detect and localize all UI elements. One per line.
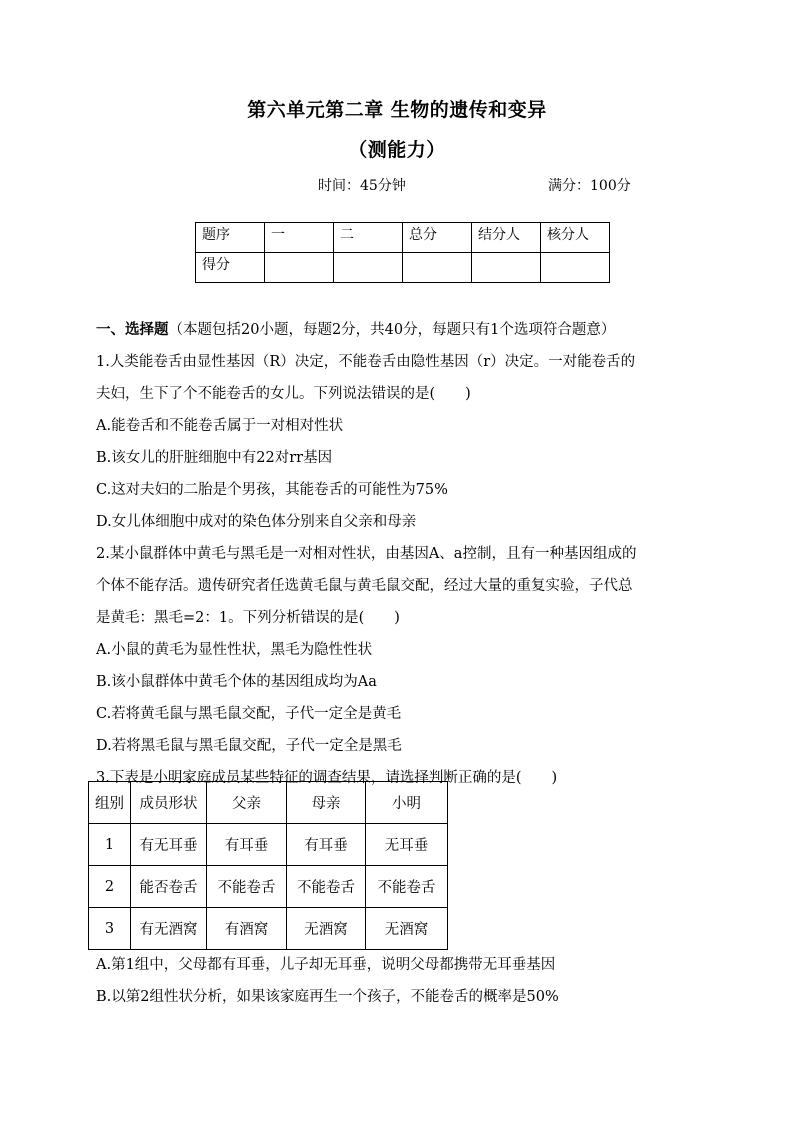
score-table-header: 一: [265, 223, 334, 253]
table-row: [89, 866, 448, 908]
score-cell: [334, 253, 403, 283]
page-title: 第六单元第二章 生物的遗传和变异: [247, 99, 547, 121]
score-cell: [265, 253, 334, 283]
question-1-option-d: D.女儿体细胞中成对的染色体分别来自父亲和母亲: [96, 514, 417, 530]
score-table-header: 结分人: [472, 223, 541, 253]
table-cell: 有耳垂: [287, 824, 366, 866]
question-1-option-c: C.这对夫妇的二胎是个男孩，其能卷舌的可能性为75%: [96, 482, 448, 498]
table-cell: 2: [89, 866, 131, 908]
question-3-option-b: B.以第2组性状分析，如果该家庭再生一个孩子，不能卷舌的概率是50%: [96, 989, 559, 1005]
table-cell: 不能卷舌: [366, 866, 448, 908]
question-2-stem-line-1: 2.某小鼠群体中黄毛与黑毛是一对相对性状，由基因A、a控制，且有一种基因组成的: [96, 546, 637, 562]
score-table: [195, 222, 610, 283]
question-3-stem-text: 3.下表是小明家庭成员某些特征的调查结果，请选择判断正确的是(: [96, 770, 522, 786]
table-row: [89, 824, 448, 866]
close-paren: ): [465, 386, 471, 402]
trait-table-header: 小明: [366, 782, 448, 824]
page-subtitle: （测能力）: [348, 139, 446, 161]
question-1-option-b: B.该女儿的肝脏细胞中有22对rr基因: [96, 450, 333, 466]
section-title: 一、选择题: [96, 321, 169, 338]
table-cell: 无酒窝: [366, 908, 448, 950]
trait-table: [88, 781, 448, 950]
table-cell: 有无酒窝: [131, 908, 207, 950]
table-cell: 不能卷舌: [287, 866, 366, 908]
question-2-option-c: C.若将黄毛鼠与黑毛鼠交配，子代一定全是黄毛: [96, 706, 402, 722]
score-cell: [403, 253, 472, 283]
table-cell: 无酒窝: [287, 908, 366, 950]
close-paren: ): [551, 770, 558, 786]
score-row-label: 得分: [196, 253, 265, 283]
section-heading: [96, 318, 615, 339]
score-table-header: 题序: [196, 223, 265, 253]
trait-table-header: 父亲: [207, 782, 287, 824]
question-1-stem-text: 夫妇，生下了个不能卷舌的女儿。下列说法错误的是(: [96, 386, 436, 402]
score-cell: [541, 253, 610, 283]
trait-table-header: 成员形状: [131, 782, 207, 824]
question-2-option-a: A.小鼠的黄毛为显性性状，黑毛为隐性性状: [96, 642, 373, 658]
table-cell: 有无耳垂: [131, 824, 207, 866]
question-1-stem-line-1: 1.人类能卷舌由显性基因（R）决定，不能卷舌由隐性基因（r）决定。一对能卷舌的: [96, 354, 636, 370]
table-cell: 不能卷舌: [207, 866, 287, 908]
score-table-header: 总分: [403, 223, 472, 253]
score-table-score-row: [196, 253, 610, 283]
trait-table-header: 组别: [89, 782, 131, 824]
table-row: [89, 908, 448, 950]
question-1-stem-line-2: [96, 382, 471, 403]
score-cell: [472, 253, 541, 283]
table-cell: 1: [89, 824, 131, 866]
section-note: （本题包括20小题，每题2分，共40分，每题只有1个选项符合题意）: [168, 322, 616, 338]
exam-time: 时间：45分钟: [318, 178, 406, 194]
question-3-option-a: A.第1组中，父母都有耳垂，儿子却无耳垂，说明父母都携带无耳垂基因: [96, 957, 556, 973]
exam-full-score: 满分：100分: [548, 178, 631, 194]
score-table-header: 二: [334, 223, 403, 253]
table-cell: 有酒窝: [207, 908, 287, 950]
question-2-option-b: B.该小鼠群体中黄毛个体的基因组成均为Aa: [96, 674, 377, 690]
table-cell: 无耳垂: [366, 824, 448, 866]
question-2-option-d: D.若将黑毛鼠与黑毛鼠交配，子代一定全是黑毛: [96, 738, 402, 754]
question-1-option-a: A.能卷舌和不能卷舌属于一对相对性状: [96, 418, 344, 434]
trait-table-header: 母亲: [287, 782, 366, 824]
score-table-header: 核分人: [541, 223, 610, 253]
table-cell: 有耳垂: [207, 824, 287, 866]
trait-table-header-row: [89, 782, 448, 824]
question-2-stem-line-3: [96, 606, 400, 627]
close-paren: ): [394, 610, 400, 626]
score-table-header-row: [196, 223, 610, 253]
table-cell: 能否卷舌: [131, 866, 207, 908]
question-2-stem-line-2: 个体不能存活。遗传研究者任选黄毛鼠与黄毛鼠交配，经过大量的重复实验，子代总: [96, 578, 633, 594]
table-cell: 3: [89, 908, 131, 950]
question-2-stem-text: 是黄毛：黑毛=2：1。下列分析错误的是(: [96, 610, 365, 626]
